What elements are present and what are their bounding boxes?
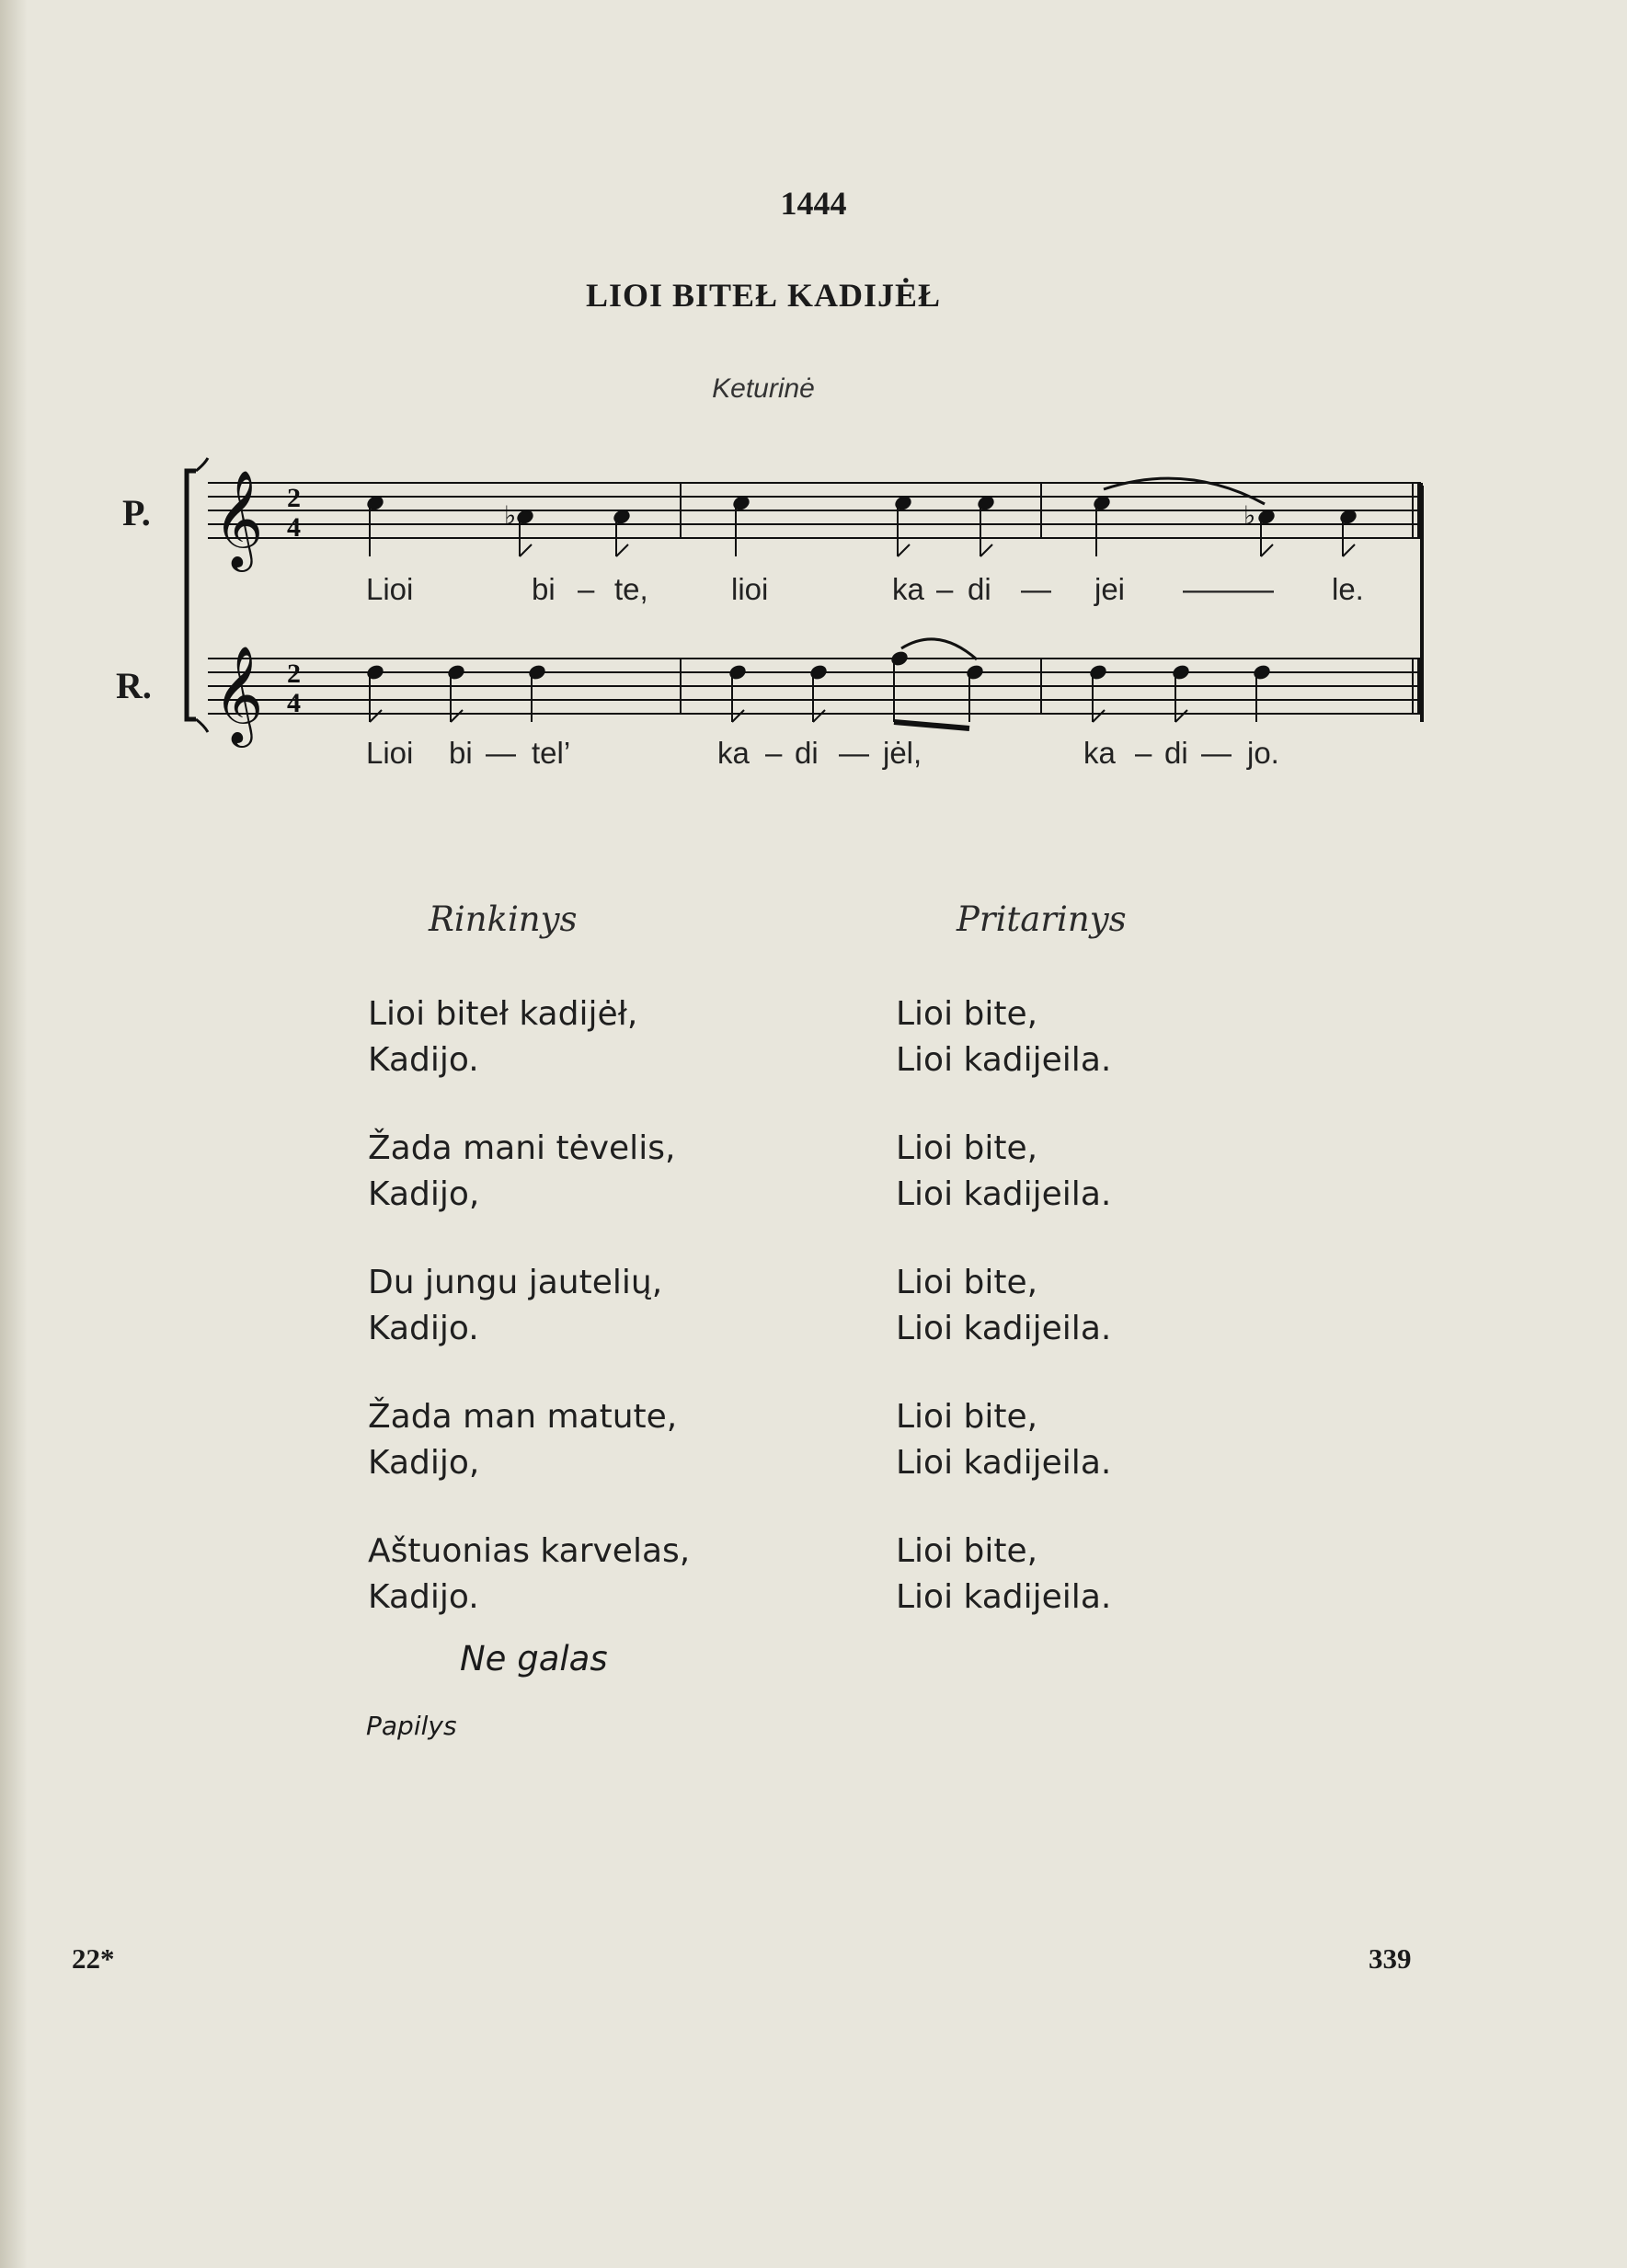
verse-left: Lioi biteł kadijėł, Kadijo.: [368, 995, 638, 1079]
lyric-top: –: [936, 572, 954, 606]
lyric-top: di: [968, 572, 991, 606]
lyric-bottom: Lioi: [366, 736, 414, 770]
staff-bottom: [208, 659, 1421, 714]
lyric-top: le.: [1332, 572, 1364, 606]
verse-right: Lioi bite, Lioi kadijeila.: [896, 1264, 1112, 1347]
voice-label-top: P.: [122, 492, 151, 533]
lyric-bottom: di: [1164, 736, 1188, 770]
time-sig-top-denominator: 4: [287, 512, 301, 543]
right-column-heading: Pritarinys: [957, 899, 1127, 939]
lyric-bottom: jo.: [1247, 736, 1279, 770]
verse-left: Aštuonias karvelas, Kadijo.: [368, 1532, 691, 1616]
flat-sign-icon: ♭: [504, 500, 517, 531]
verse-left: Du jungu jautelių, Kadijo.: [368, 1264, 663, 1347]
verse-right: Lioi bite, Lioi kadijeila.: [896, 1398, 1112, 1482]
verse-right: Lioi bite, Lioi kadijeila.: [896, 1532, 1112, 1616]
verse-left: Žada mani tėvelis, Kadijo,: [368, 1129, 676, 1213]
page-number: 339: [1369, 1942, 1412, 1975]
lyric-top: lioi: [731, 572, 769, 606]
lyric-bottom: di: [795, 736, 819, 770]
lyric-top: Lioi: [366, 572, 414, 606]
slur: [901, 639, 977, 659]
left-column-heading: Rinkinys: [429, 899, 578, 939]
time-sig-bottom-denominator: 4: [287, 688, 301, 718]
music-score: [0, 0, 1627, 828]
place-of-recording: Papilys: [366, 1711, 457, 1741]
song-title: LIOI BITEŁ KADIJĖŁ: [585, 277, 942, 314]
lyric-bottom: tel’: [532, 736, 571, 770]
song-subtitle: Keturinė: [712, 373, 815, 404]
signature-mark: 22*: [72, 1942, 115, 1975]
lyric-bottom: ka: [1083, 736, 1116, 770]
lyric-bottom: —: [839, 736, 869, 770]
verse-left: Žada man matute, Kadijo,: [368, 1398, 678, 1482]
verse-right: Lioi bite, Lioi kadijeila.: [896, 1129, 1112, 1213]
song-number: 1444: [780, 185, 847, 222]
lyric-top: ———: [1183, 572, 1274, 606]
system-bracket: [187, 471, 196, 719]
verse-right: Lioi bite, Lioi kadijeila.: [896, 995, 1112, 1079]
lyric-bottom: —: [486, 736, 516, 770]
lyric-top: jei: [1094, 572, 1126, 606]
flat-sign-icon: ♭: [1243, 500, 1256, 531]
voice-label-bottom: R.: [116, 665, 152, 706]
bottom-voice-notes: [366, 650, 1271, 728]
lyric-top: ka: [892, 572, 924, 606]
lyric-top: –: [578, 572, 595, 606]
treble-clef-icon: 𝄞: [213, 469, 264, 567]
lyric-bottom: bi: [449, 736, 473, 770]
lyric-top: bi: [532, 572, 556, 606]
lyric-bottom: ka: [717, 736, 750, 770]
lyric-bottom: jėl,: [883, 736, 922, 770]
lyric-top: —: [1021, 572, 1051, 606]
lyric-bottom: –: [1135, 736, 1152, 770]
time-sig-bottom-numerator: 2: [287, 659, 301, 689]
lyric-top: te,: [614, 572, 648, 606]
lyric-bottom: —: [1201, 736, 1232, 770]
time-sig-top-numerator: 2: [287, 483, 301, 513]
treble-clef-icon: 𝄞: [213, 645, 264, 743]
lyric-bottom: –: [765, 736, 783, 770]
ending-note: Ne galas: [460, 1639, 608, 1678]
